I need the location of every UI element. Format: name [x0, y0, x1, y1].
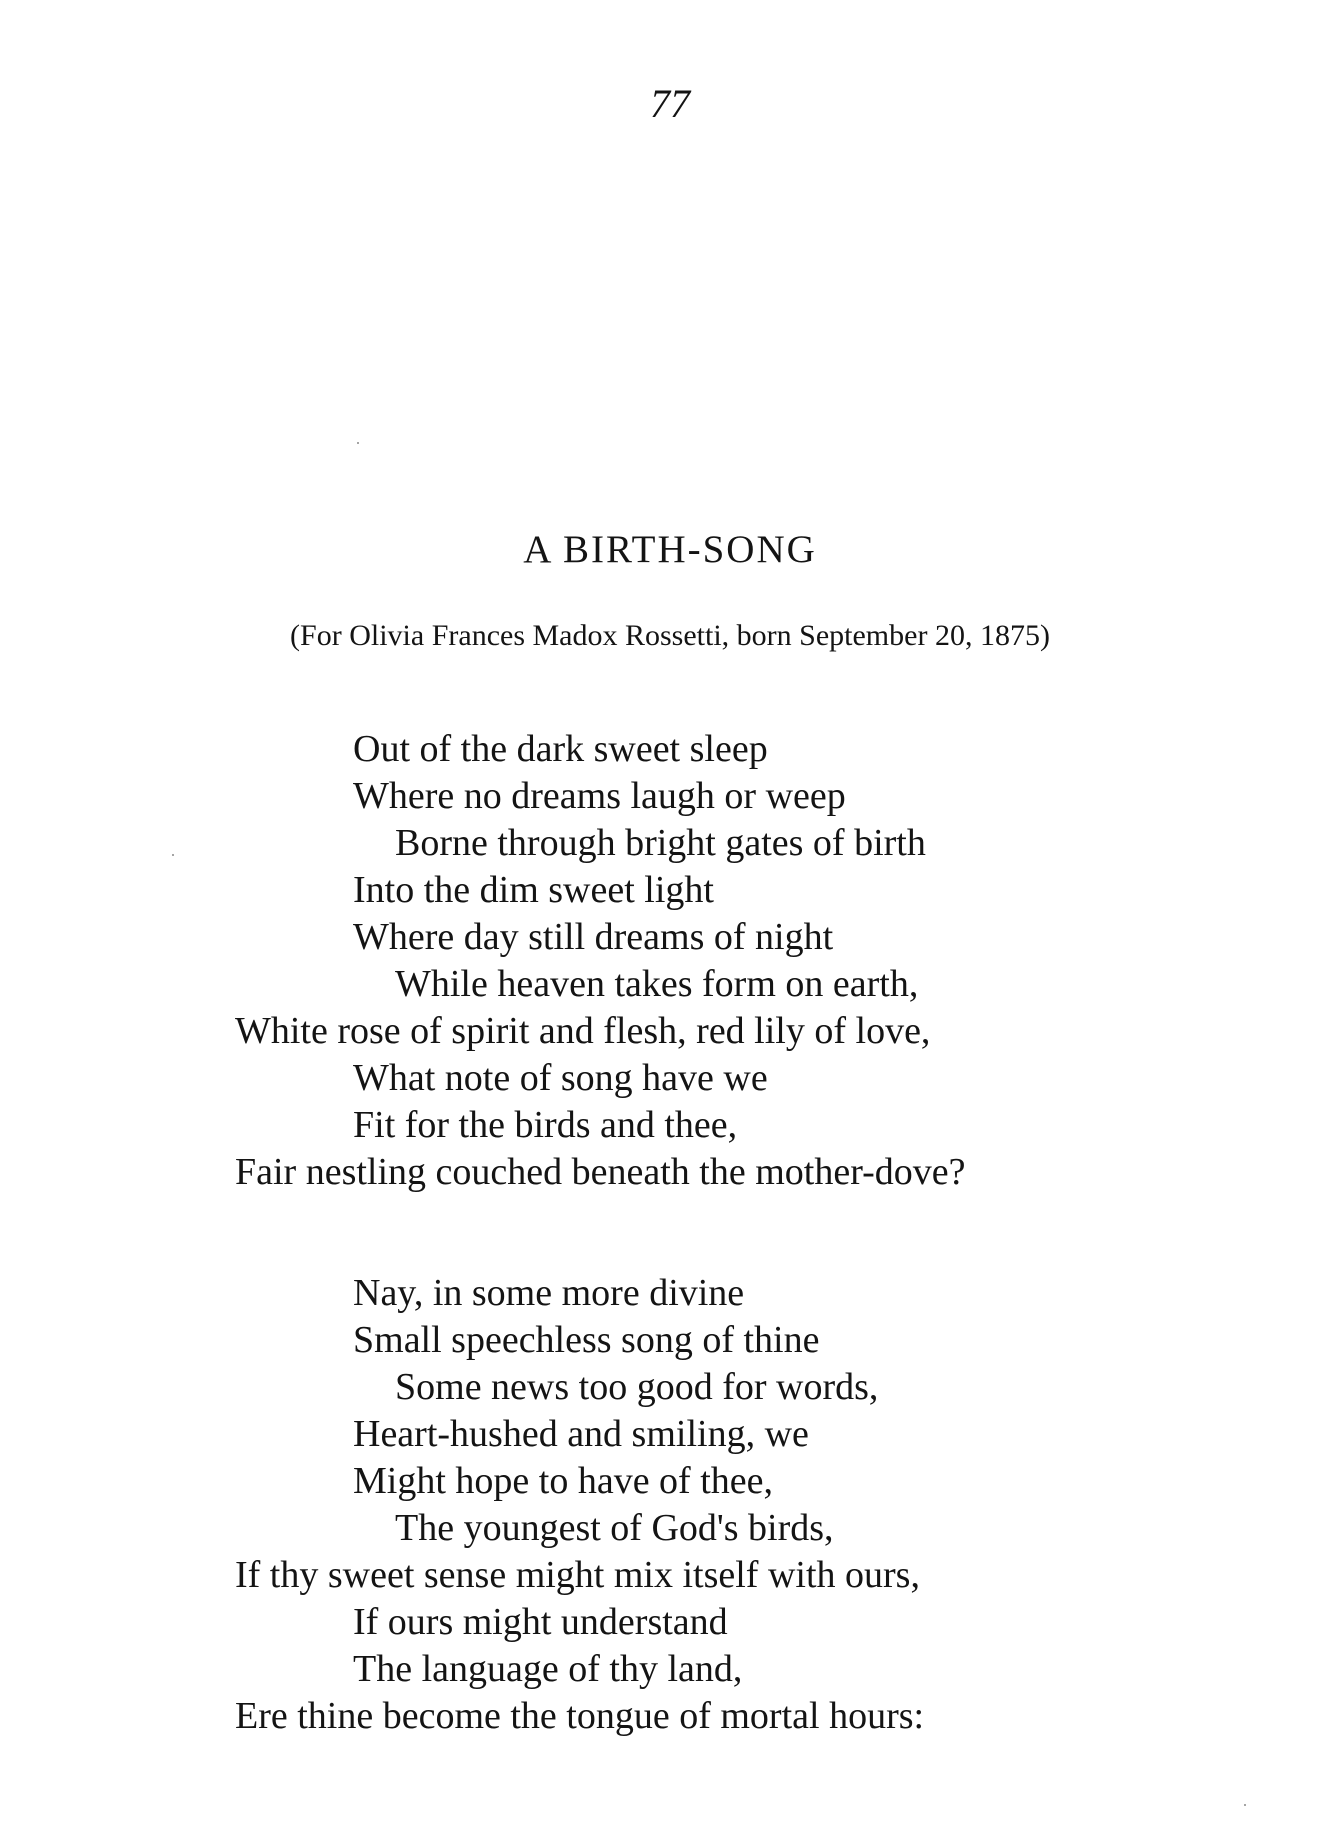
poem-line: Fit for the birds and thee,	[353, 1104, 738, 1146]
poem-line: Into the dim sweet light	[353, 869, 714, 911]
poem-line: What note of song have we	[353, 1057, 768, 1099]
poem-line: Heart-hushed and smiling, we	[353, 1413, 809, 1455]
print-speck	[357, 442, 359, 444]
poem-line: If thy sweet sense might mix itself with ours,	[235, 1554, 920, 1596]
poem-line: Fair nestling couched beneath the mother-dove?	[235, 1151, 966, 1193]
print-speck	[172, 854, 174, 856]
poem-line: Might hope to have of thee,	[353, 1460, 774, 1502]
poem-line: White rose of spirit and flesh, red lily of love,	[235, 1010, 931, 1052]
poem-line: The youngest of God's birds,	[395, 1507, 834, 1549]
poem-title: A BIRTH-SONG	[523, 528, 817, 571]
poem-line: The language of thy land,	[353, 1648, 743, 1690]
poem-line: Where no dreams laugh or weep	[353, 775, 846, 817]
poem-line: If ours might understand	[353, 1601, 728, 1643]
poem-line: Some news too good for words,	[395, 1366, 879, 1408]
poem-line: Ere thine become the tongue of mortal hours:	[235, 1695, 925, 1737]
poem-dedication: (For Olivia Frances Madox Rossetti, born September 20, 1875)	[290, 619, 1050, 652]
poem-line: Where day still dreams of night	[353, 916, 834, 958]
poem-line: Nay, in some more divine	[353, 1272, 745, 1314]
poem-line: Small speechless song of thine	[353, 1319, 820, 1361]
page-number: 77	[650, 81, 690, 126]
poem-line: Borne through bright gates of birth	[395, 822, 926, 864]
print-speck	[1244, 1804, 1246, 1806]
poem-line: While heaven takes form on earth,	[395, 963, 919, 1005]
poem-line: Out of the dark sweet sleep	[353, 728, 768, 770]
